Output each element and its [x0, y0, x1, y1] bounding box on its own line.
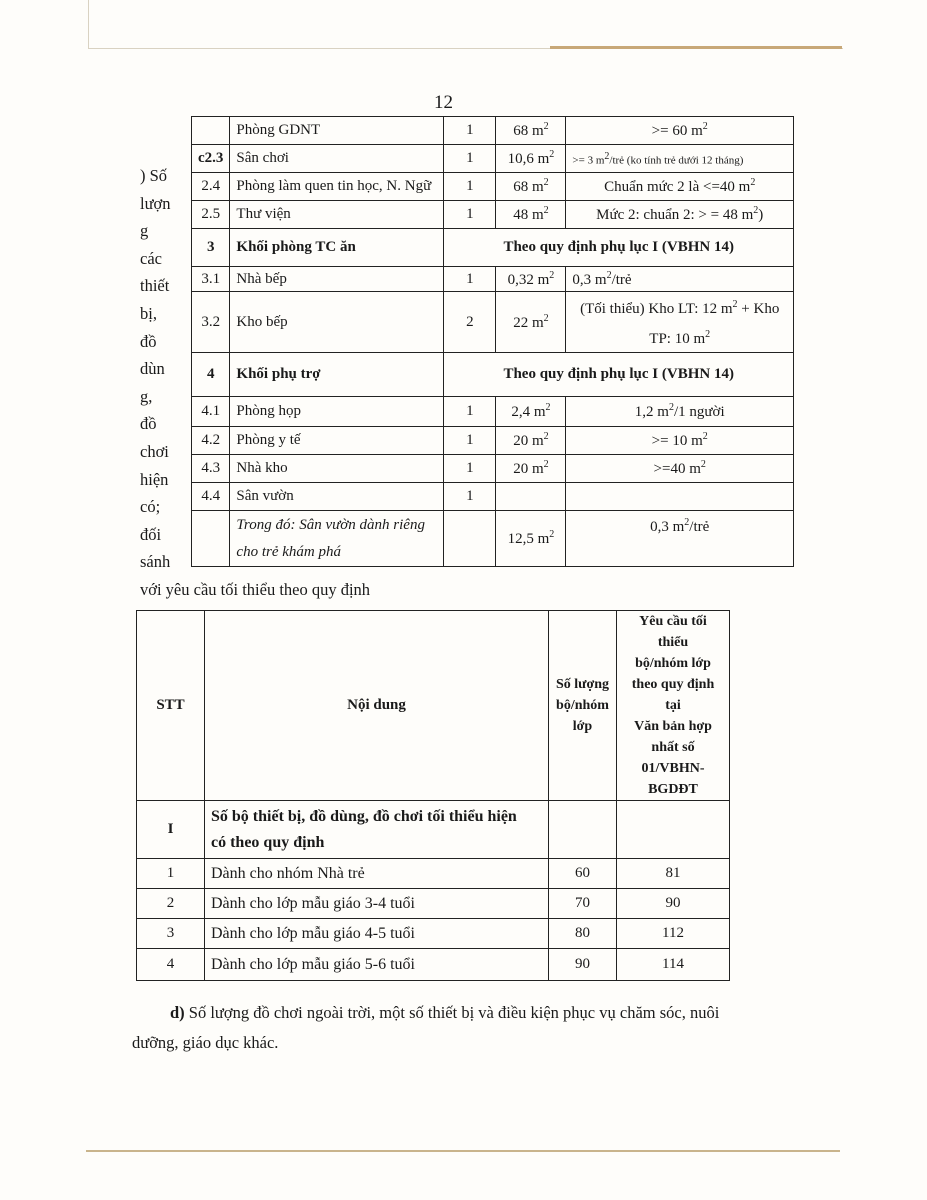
- row-no: 4: [192, 353, 230, 397]
- paragraph-d: [132, 998, 752, 1058]
- table-row: [192, 117, 794, 145]
- row-no: 3.2: [192, 292, 230, 353]
- side-word: các: [140, 248, 162, 268]
- row-requirement: >= 60 $m^2$: [566, 117, 794, 145]
- row-name: Sân chơi: [230, 145, 444, 173]
- row-area: 68 $m^2$: [496, 117, 566, 145]
- side-word: sánh: [140, 552, 171, 572]
- section-title: Số bộ thiết bị, đồ dùng, đồ chơi tối thiểu hiện có theo quy định: [205, 801, 549, 859]
- page-number: 12: [434, 92, 453, 113]
- row-requirement: [566, 483, 794, 511]
- row-no: [192, 511, 230, 567]
- row-area: [496, 483, 566, 511]
- row-name: Khối phụ trợ: [230, 353, 444, 397]
- row-stt: 3: [137, 919, 205, 949]
- section-caption: với yêu cầu tối thiểu theo quy định: [140, 580, 371, 599]
- side-text: [140, 162, 186, 576]
- row-content: Dành cho nhóm Nhà trẻ: [205, 859, 549, 889]
- row-area: 20 $m^2$: [496, 455, 566, 483]
- table-row: [192, 397, 794, 427]
- row-area: 10,6 $m^2$: [496, 145, 566, 173]
- row-requirement: >= 3 $m^2$/trẻ (ko tính trẻ dưới 12 tháng): [566, 145, 794, 173]
- paragraph-lead: d): [170, 1003, 185, 1022]
- facility-table: [191, 116, 794, 567]
- table-row: [137, 919, 730, 949]
- row-no: 3.1: [192, 267, 230, 292]
- table-row: [137, 859, 730, 889]
- row-no: 4.3: [192, 455, 230, 483]
- page-edge-accent: [550, 46, 842, 49]
- row-qty: 60: [549, 859, 617, 889]
- row-qty: 1: [444, 201, 496, 229]
- row-area: 48 $m^2$: [496, 201, 566, 229]
- side-word: bị,: [140, 303, 157, 323]
- row-name: Sân vườn: [230, 483, 444, 511]
- row-qty: 1: [444, 173, 496, 201]
- row-qty: 1: [444, 455, 496, 483]
- table-row: [192, 229, 794, 267]
- row-requirement: 114: [617, 949, 730, 981]
- table-section-row: [137, 801, 730, 859]
- row-name: Phòng họp: [230, 397, 444, 427]
- table-header-row: [137, 611, 730, 801]
- side-word: g: [140, 221, 149, 241]
- table-row: [192, 292, 794, 353]
- row-content: Dành cho lớp mẫu giáo 3-4 tuổi: [205, 889, 549, 919]
- row-span-note: Theo quy định phụ lục I (VBHN 14): [444, 353, 794, 397]
- table-row: [192, 173, 794, 201]
- row-qty: 70: [549, 889, 617, 919]
- row-name: Kho bếp: [230, 292, 444, 353]
- header-requirement: Yêu cầu tối thiểu bộ/nhóm lớp theo quy định tại Văn bản hợp nhất số 01/VBHN- BGDĐT: [617, 611, 730, 801]
- row-name: Trong đó: Sân vườn dành riêng cho trẻ khám phá: [230, 511, 444, 567]
- row-area: 20 $m^2$: [496, 427, 566, 455]
- row-requirement: >=40 $m^2$: [566, 455, 794, 483]
- section-stt: I: [137, 801, 205, 859]
- row-qty: 2: [444, 292, 496, 353]
- row-no: 2.5: [192, 201, 230, 229]
- row-requirement: Chuẩn mức 2 là <=40 $m^2$: [566, 173, 794, 201]
- side-word: thiết: [140, 276, 170, 296]
- section-qty: [549, 801, 617, 859]
- row-no: 3: [192, 229, 230, 267]
- row-no: 4.2: [192, 427, 230, 455]
- side-word: có;: [140, 497, 161, 517]
- row-requirement: Mức 2: chuẩn 2: > = 48 $m^2$): [566, 201, 794, 229]
- row-qty: 80: [549, 919, 617, 949]
- table-row: [192, 455, 794, 483]
- row-name: Nhà bếp: [230, 267, 444, 292]
- row-qty: 1: [444, 427, 496, 455]
- paragraph-text: Số lượng đồ chơi ngoài trời, một số thiết bị và điều kiện phục vụ chăm sóc, nuôi dưỡng, giáo dục khác.: [132, 1003, 720, 1052]
- section-requirement: [617, 801, 730, 859]
- row-no: 4.1: [192, 397, 230, 427]
- table-row: [137, 889, 730, 919]
- row-no: c2.3: [192, 145, 230, 173]
- row-stt: 2: [137, 889, 205, 919]
- row-name: Phòng làm quen tin học, N. Ngữ: [230, 173, 444, 201]
- row-area: 0,32 $m^2$: [496, 267, 566, 292]
- row-requirement: 0,3 $m^2$/trẻ: [566, 511, 794, 567]
- table-row: [192, 267, 794, 292]
- table-row: [192, 201, 794, 229]
- table-row: [192, 511, 794, 567]
- row-area: 12,5 $m^2$: [496, 511, 566, 567]
- header-qty: Số lượng bộ/nhóm lớp: [549, 611, 617, 801]
- side-word: đồ: [140, 414, 157, 434]
- side-word: dùn: [140, 359, 165, 379]
- row-qty: 1: [444, 397, 496, 427]
- side-word: g,: [140, 386, 153, 406]
- row-requirement: 90: [617, 889, 730, 919]
- row-qty: 1: [444, 117, 496, 145]
- row-qty: [444, 511, 496, 567]
- row-content: Dành cho lớp mẫu giáo 4-5 tuổi: [205, 919, 549, 949]
- equipment-table: [136, 610, 730, 981]
- header-stt: STT: [137, 611, 205, 801]
- row-area: 2,4 $m^2$: [496, 397, 566, 427]
- row-requirement: 81: [617, 859, 730, 889]
- side-word: đồ: [140, 331, 157, 351]
- row-no: [192, 117, 230, 145]
- row-qty: 1: [444, 483, 496, 511]
- row-qty: 1: [444, 267, 496, 292]
- table-row: [192, 427, 794, 455]
- side-word: chơi: [140, 441, 169, 461]
- row-area: 68 $m^2$: [496, 173, 566, 201]
- row-name: Khối phòng TC ăn: [230, 229, 444, 267]
- row-name: Thư viện: [230, 201, 444, 229]
- row-no: 2.4: [192, 173, 230, 201]
- side-word: đối: [140, 524, 162, 544]
- row-name: Phòng GDNT: [230, 117, 444, 145]
- row-stt: 1: [137, 859, 205, 889]
- row-span-note: Theo quy định phụ lục I (VBHN 14): [444, 229, 794, 267]
- row-requirement: 1,2 $m^2/1$ người: [566, 397, 794, 427]
- side-word: hiện: [140, 469, 169, 489]
- table-row: [192, 483, 794, 511]
- row-stt: 4: [137, 949, 205, 981]
- row-requirement: 112: [617, 919, 730, 949]
- page-edge-bottom: [86, 1150, 840, 1152]
- row-no: 4.4: [192, 483, 230, 511]
- page-edge-top: [88, 0, 843, 49]
- side-word: lượn: [140, 193, 171, 213]
- table-row: [192, 145, 794, 173]
- row-qty: 90: [549, 949, 617, 981]
- row-qty: 1: [444, 145, 496, 173]
- row-requirement: (Tối thiểu) Kho LT: 12 $m^2$ + Kho TP: 10 $m^2$: [566, 292, 794, 353]
- row-requirement: >= 10 $m^2$: [566, 427, 794, 455]
- table-row: [192, 353, 794, 397]
- side-word: ) Số: [140, 166, 168, 185]
- row-content: Dành cho lớp mẫu giáo 5-6 tuổi: [205, 949, 549, 981]
- header-content: Nội dung: [205, 611, 549, 801]
- row-name: Nhà kho: [230, 455, 444, 483]
- table-row: [137, 949, 730, 981]
- row-requirement: 0,3 $m^2$/trẻ: [566, 267, 794, 292]
- row-area: 22 $m^2$: [496, 292, 566, 353]
- row-name: Phòng y tế: [230, 427, 444, 455]
